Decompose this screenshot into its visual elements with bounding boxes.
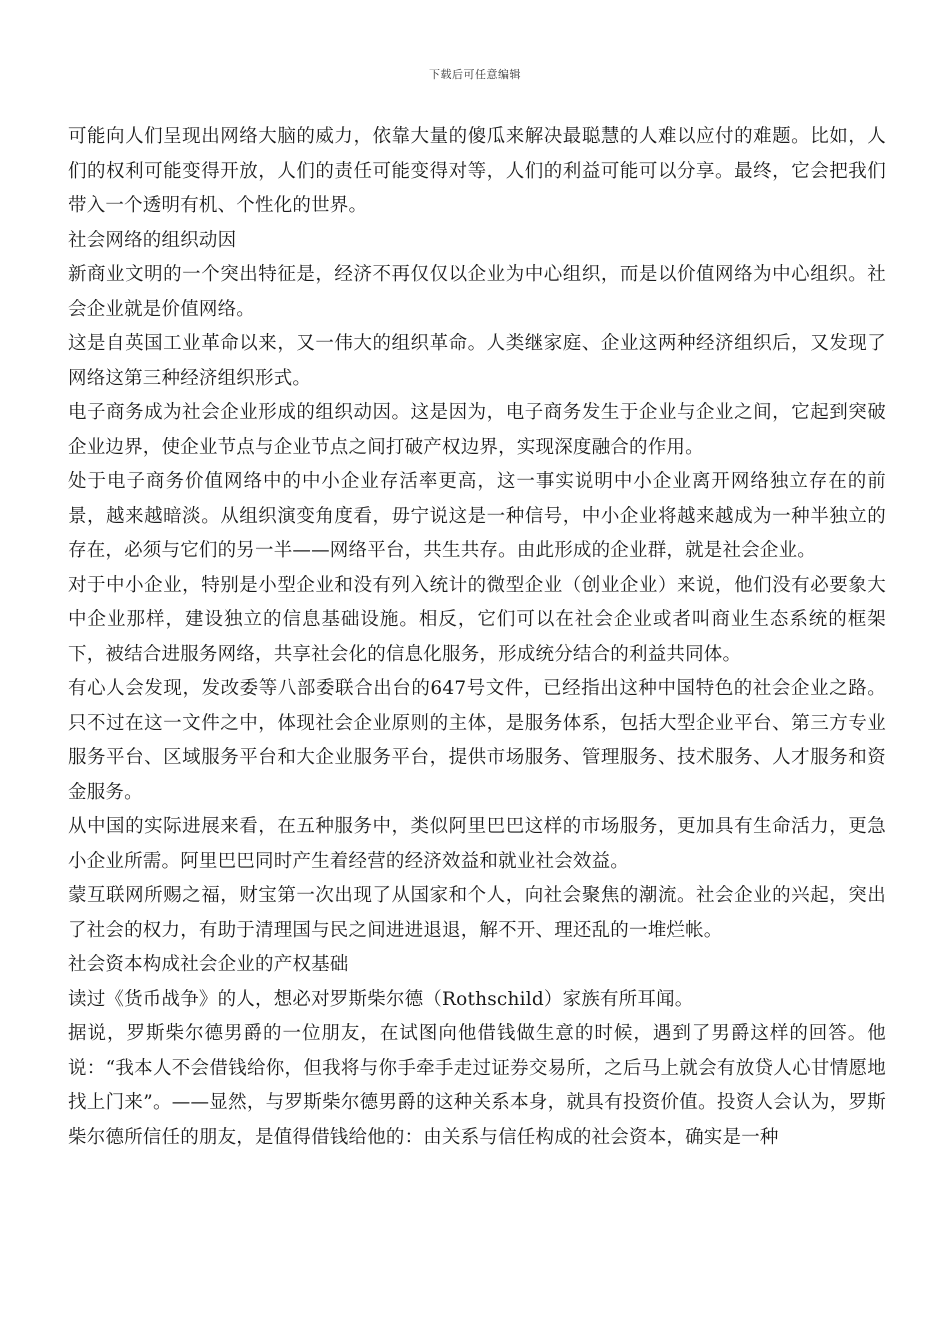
paragraph: 可能向人们呈现出网络大脑的威力，依靠大量的傻瓜来解决最聪慧的人难以应付的难题。比如，人们的权利可能变得开放，人们的责任可能变得对等，人们的利益可能可以分享。最终，它会把我们带入一个透明有机、个性化的世界。 [68, 126, 886, 216]
paragraph: 从中国的实际进展来看，在五种服务中，类似阿里巴巴这样的市场服务，更加具有生命活力，更急小企业所需。阿里巴巴同时产生着经营的经济效益和就业社会效益。 [68, 816, 886, 872]
paragraph: 这是自英国工业革命以来，又一伟大的组织革命。人类继家庭、企业这两种经济组织后，又发现了网络这第三种经济组织形式。 [68, 333, 886, 389]
paragraph: 新商业文明的一个突出特征是，经济不再仅仅以企业为中心组织，而是以价值网络为中心组织。社会企业就是价值网络。 [68, 264, 886, 320]
paragraph: 处于电子商务价值网络中的中小企业存活率更高，这一事实说明中小企业离开网络独立存在的前景，越来越暗淡。从组织演变角度看，毋宁说这是一种信号，中小企业将越来越成为一种半独立的存在，必须与它们的另一半——网络平台，共生共存。由此形成的企业群，就是社会企业。 [68, 471, 886, 561]
paragraph: 有心人会发现，发改委等八部委联合出台的647号文件，已经指出这种中国特色的社会企业之路。只不过在这一文件之中，体现社会企业原则的主体，是服务体系，包括大型企业平台、第三方专业服务平台、区域服务平台和大企业服务平台，提供市场服务、管理服务、技术服务、人才服务和资金服务。 [68, 678, 886, 803]
paragraph: 读过《货币战争》的人，想必对罗斯柴尔德（Rothschild）家族有所耳闻。 [68, 988, 694, 1010]
paragraph: 对于中小企业，特别是小型企业和没有列入统计的微型企业（创业企业）来说，他们没有必要象大中企业那样，建设独立的信息基础设施。相反，它们可以在社会企业或者叫商业生态系统的框架下，被结合进服务网络，共享社会化的信息化服务，形成统分结合的利益共同体。 [68, 574, 886, 665]
paragraph: 电子商务成为社会企业形成的组织动因。这是因为，电子商务发生于企业与企业之间，它起到突破企业边界，使企业节点与企业节点之间打破产权边界，实现深度融合的作用。 [68, 402, 886, 458]
document-body [68, 120, 886, 1155]
section-heading: 社会网络的组织动因 [68, 229, 237, 251]
paragraph: 据说，罗斯柴尔德男爵的一位朋友，在试图向他借钱做生意的时候，遇到了男爵这样的回答。他说：“我本人不会借钱给你，但我将与你手牵手走过证券交易所，之后马上就会有放贷人心甘情愿地找上门来”。——显然，与罗斯柴尔德男爵的这种关系本身，就具有投资价值。投资人会认为，罗斯柴尔德所信任的朋友，是值得借钱给他的：由关系与信任构成的社会资本，确实是一种 [68, 1023, 886, 1148]
page-header: 下载后可任意编辑 [429, 68, 521, 81]
section-heading: 社会资本构成社会企业的产权基础 [68, 954, 349, 975]
paragraph: 蒙互联网所赐之福，财宝第一次出现了从国家和个人，向社会聚焦的潮流。社会企业的兴起，突出了社会的权力，有助于清理国与民之间进进退退，解不开、理还乱的一堆烂帐。 [68, 885, 886, 941]
